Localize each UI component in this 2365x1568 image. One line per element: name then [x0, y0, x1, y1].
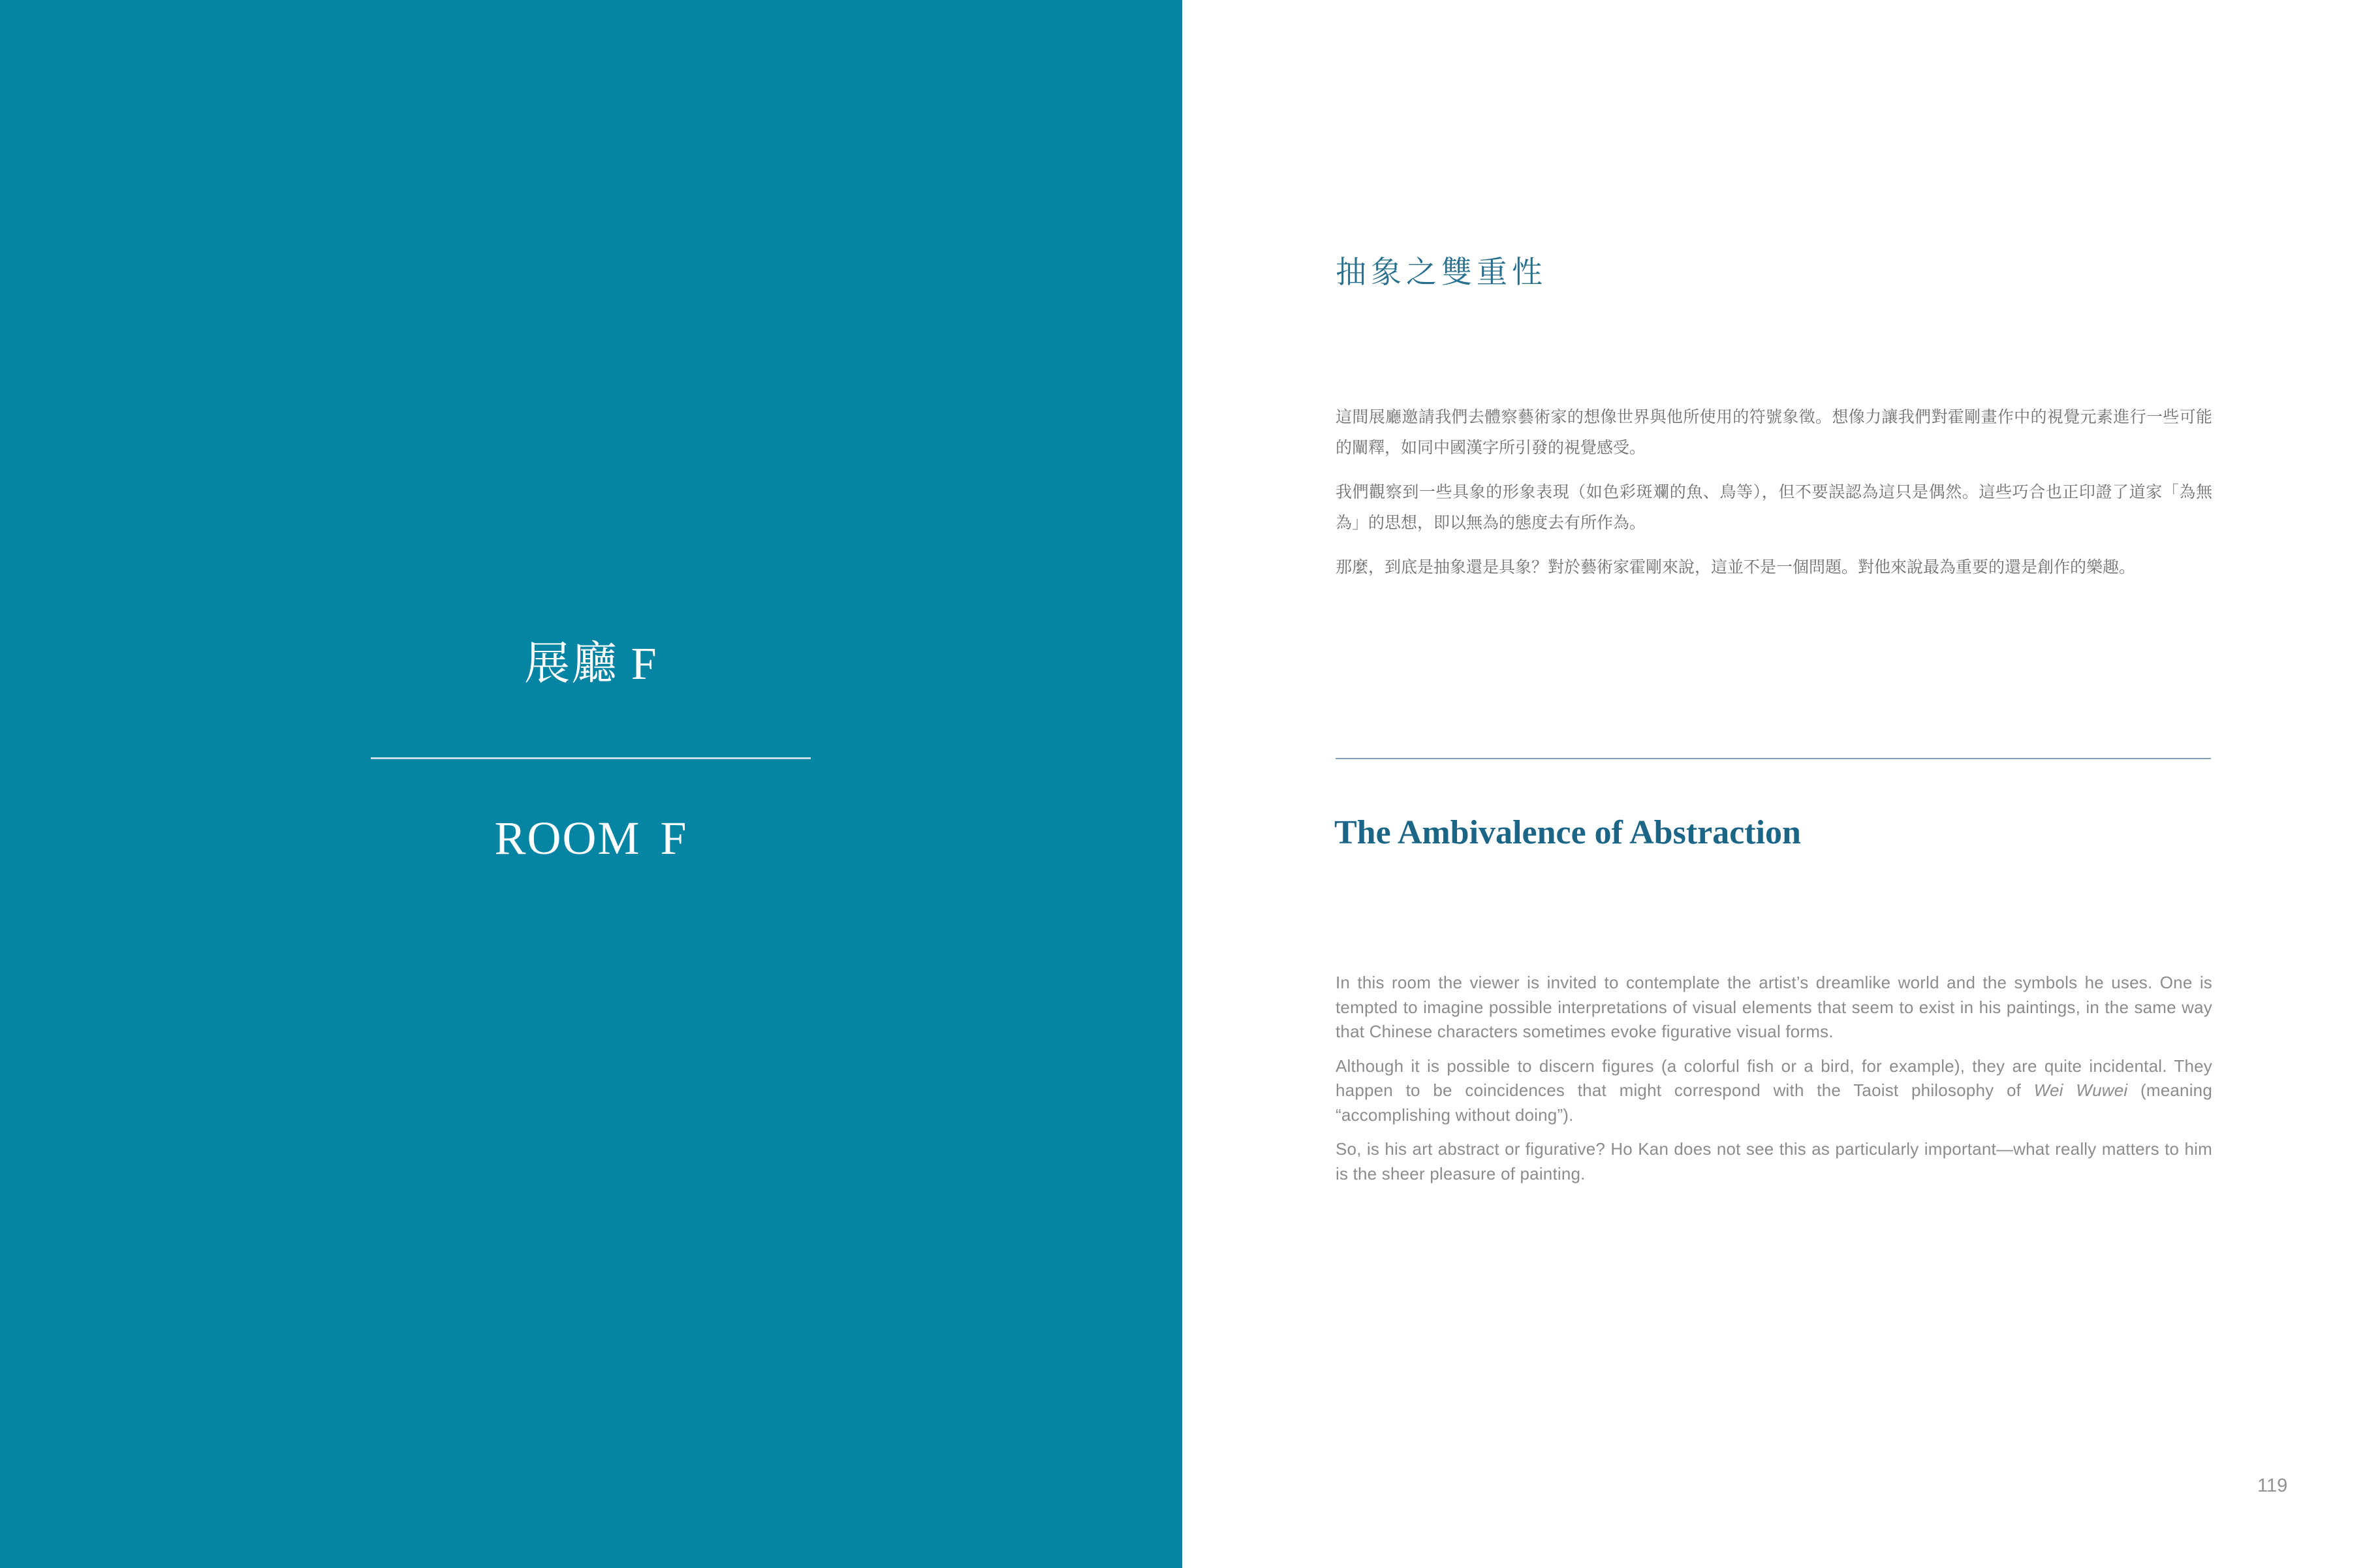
english-paragraph-3-text: So, is his art abstract or figurative? Ho Kan does not see this as particularly important—what really matters to him is the sheer pleasure of painting.	[1336, 1139, 2212, 1184]
english-paragraph-2	[1336, 1054, 2212, 1128]
english-paragraph-2-italic-term: Wei Wuwei	[2033, 1080, 2128, 1100]
chinese-paragraph-3: 那麼，到底是抽象還是具象？對於藝術家霍剛來說，這並不是一個問題。對他來說最為重要的還是創作的樂趣。	[1336, 558, 2136, 576]
section-title-chinese: 抽象之雙重性	[1336, 256, 1547, 290]
page-number: 119	[2257, 1475, 2288, 1496]
chinese-paragraph-1: 這間展廳邀請我們去體察藝術家的想像世界與他所使用的符號象徵。想像力讓我們對霍剛畫作中的視覺元素進行一些可能的闡釋，如同中國漢字所引發的視覺感受。	[1336, 408, 2212, 457]
english-paragraph-2-post: (meaning “accomplishing without doing”).	[1336, 1080, 2213, 1125]
english-paragraph-3	[1336, 1137, 2212, 1186]
section-divider	[1336, 758, 2211, 759]
room-panel-divider	[371, 757, 811, 759]
section-title-english: The Ambivalence of Abstraction	[1334, 814, 1801, 851]
room-title-chinese: 展廳 F	[524, 639, 658, 689]
english-body-text	[1336, 971, 2212, 1186]
english-paragraph-2-pre: Although it is possible to discern figures (a colorful fish or a bird, for example), they are quite incidental. They happen to be coincidences that might correspond with the Taoist philosophy of	[1336, 1056, 2212, 1100]
english-paragraph-1	[1336, 971, 2212, 1044]
chinese-paragraph-2: 我們觀察到一些具象的形象表現（如色彩斑斕的魚、鳥等），但不要誤認為這只是偶然。這些巧合也正印證了道家「為無為」的思想，即以無為的態度去有所作為。	[1336, 483, 2212, 532]
room-panel	[0, 0, 1182, 1568]
chinese-body-text	[1336, 402, 2212, 583]
room-title-english: ROOM F	[494, 812, 688, 864]
english-paragraph-1-text: In this room the viewer is invited to contemplate the artist’s dreamlike world and the symbols he uses. One is tempted to imagine possible interpretations of visual elements that seem to exist in his paintings, in the same way that Chinese characters sometimes evoke figurative visual forms.	[1336, 973, 2212, 1041]
